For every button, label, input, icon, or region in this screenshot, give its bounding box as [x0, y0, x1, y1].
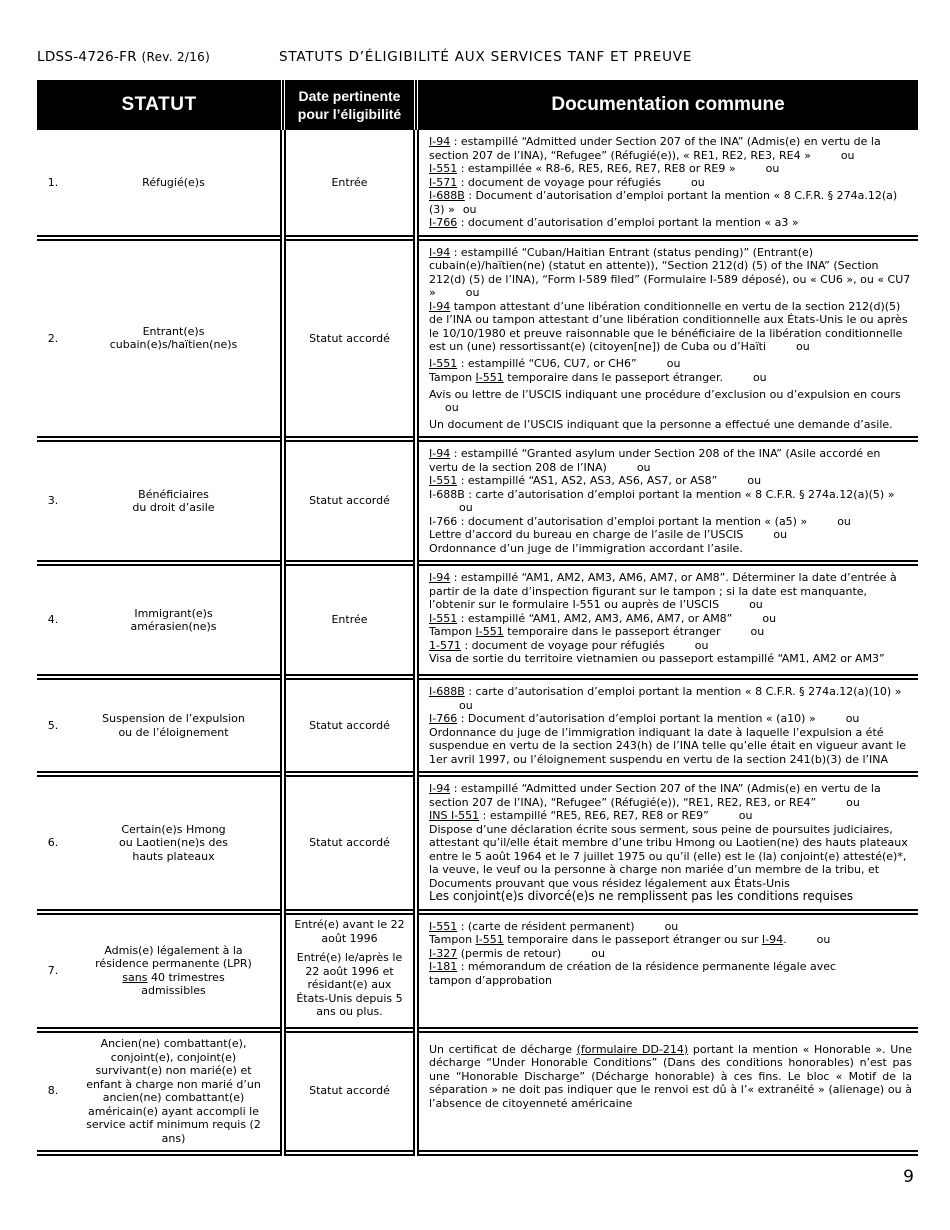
doc-text: Visa de sortie du territoire vietnamien ou passeport estampillé “AM1, AM2 or AM3” — [429, 652, 885, 665]
row-number: 8. — [47, 1084, 59, 1098]
doc-text: : estampillé “CU6, CU7, or CH6” — [457, 356, 637, 370]
ou-conjunction: ou — [762, 611, 777, 625]
doc-item — [429, 625, 912, 639]
doc-item — [429, 571, 912, 612]
date-cell — [283, 912, 416, 1030]
doc-text: : (carte de résident permanent) — [457, 919, 635, 933]
doc-text: : estampillé “Admitted under Section 207 of the INA” (Admis(e) en vertu de la section 207 de l’INA), “Refugee” (Réfugié(e)), « RE1, RE2, RE3, RE4 » — [429, 135, 881, 162]
table-header-row — [37, 80, 918, 130]
doc-text: Documents prouvant que vous résidez légalement aux États-Unis — [429, 876, 790, 890]
doc-text: : document d’autorisation d’emploi portant la mention « a3 » — [457, 216, 799, 229]
ou-conjunction: ou — [591, 946, 605, 960]
ou-conjunction: ou — [636, 460, 651, 474]
ou-conjunction: ou — [796, 340, 810, 353]
status-line: Bénéficiaires — [138, 487, 209, 501]
status-cell — [67, 439, 283, 563]
row-number: 6. — [47, 836, 59, 849]
form-code-link: (formulaire DD-214) — [576, 1042, 689, 1056]
ou-conjunction: ou — [747, 474, 762, 487]
form-code: LDSS-4726-FR — [37, 49, 137, 65]
documentation-cell — [416, 1030, 918, 1153]
status-line: admissibles — [141, 984, 206, 997]
doc-item — [429, 612, 912, 626]
ou-conjunction: ou — [846, 795, 860, 809]
form-code-link: I-94 — [429, 782, 451, 795]
form-code-link: I-551 — [475, 371, 504, 384]
status-cell: Réfugié(e)s — [67, 130, 283, 238]
form-code-link: I-94 — [761, 933, 784, 946]
documentation-cell — [416, 563, 918, 677]
status-line: Suspension de l’expulsion — [102, 712, 245, 725]
ou-conjunction: ou — [749, 598, 763, 611]
doc-item — [429, 371, 912, 385]
documentation-cell — [416, 677, 918, 774]
form-code-link: I-94 — [429, 447, 451, 460]
row-number: 7. — [47, 963, 59, 977]
ou-conjunction: ou — [664, 919, 679, 933]
ou-conjunction: ou — [750, 625, 765, 638]
doc-text: Un document de l’USCIS indiquant que la personne a effectué une demande d’asile. — [429, 417, 893, 431]
doc-item — [429, 418, 912, 432]
doc-item — [429, 726, 912, 767]
header-date-line1: Date pertinente — [298, 88, 401, 104]
form-code-link: I-181 — [429, 960, 458, 973]
form-revision: (Rev. 2/16) — [141, 50, 211, 64]
doc-text: : estampillé “AM1, AM2, AM3, AM6, AM7, or AM8” — [457, 611, 733, 625]
status-line — [73, 971, 274, 985]
table-row — [37, 1030, 918, 1153]
table-row — [37, 563, 918, 677]
header-statut: STATUT — [37, 80, 283, 130]
doc-text: Avis ou lettre de l’USCIS indiquant une procédure d’exclusion ou d’expulsion en cours — [429, 387, 901, 401]
doc-text: : mémorandum de création de la résidence permanente légale avec tampon d’approbation — [429, 960, 837, 987]
date-cell: Statut accordé — [283, 1030, 416, 1153]
ou-conjunction: ou — [765, 162, 780, 175]
date-cell: Entrée — [283, 563, 416, 677]
ou-conjunction: ou — [773, 528, 788, 541]
form-code-link: I-551 — [429, 611, 458, 625]
status-line: résidence permanente (LPR) — [95, 957, 252, 970]
doc-text: portant la mention « Honorable ». Une décharge “Under Honorable Conditions” (Dans des conditions honorables) n’est pas une “Honorable Discharge” (Décharge honorable) à ces fins. Le bloc « Motif de la séparation » ne doit pas indiquer que le renvoi est dû à l’« extranéité » (alienage) ou à l’absence de citoyenneté américaine — [429, 1042, 912, 1110]
documentation-cell — [416, 238, 918, 440]
status-line: ou de l’éloignement — [118, 725, 229, 739]
ou-conjunction: ou — [816, 933, 831, 946]
doc-item — [429, 782, 912, 809]
doc-item — [429, 877, 912, 891]
status-line: Immigrant(e)s — [134, 606, 213, 620]
doc-item — [429, 300, 912, 354]
form-code-link: I-551 — [429, 474, 458, 487]
row-number: 2. — [47, 331, 59, 345]
form-code-link: I-766 — [429, 216, 458, 229]
doc-text: Les conjoint(e)s divorcé(e)s ne remplissent pas les conditions requises — [429, 889, 854, 903]
table-row — [37, 439, 918, 563]
doc-text: Ordonnance d’un juge de l’immigration accordant l’asile. — [429, 541, 743, 555]
doc-text: : estampillé “Admitted under Section 207 of the INA” (Admis(e) en vertu de la section 207 de l’INA), “Refugee” (Réfugié(e)), “RE1, RE2, RE3, or RE4” — [429, 782, 881, 809]
date-cell: Statut accordé — [283, 677, 416, 774]
doc-item — [429, 685, 912, 712]
doc-text: : carte d’autorisation d’emploi portant la mention « 8 C.F.R. § 274a.12(a)(10) » — [464, 685, 902, 698]
doc-text: I-688B : carte d’autorisation d’emploi portant la mention « 8 C.F.R. § 274a.12(a)(5) » — [429, 487, 895, 501]
doc-text: Un certificat de décharge — [429, 1042, 577, 1056]
form-code-link: I-94 — [429, 299, 451, 313]
doc-item — [429, 189, 912, 216]
eligibility-table — [37, 80, 918, 1156]
form-code-link: I-766 — [429, 712, 458, 725]
doc-item — [429, 135, 912, 162]
doc-item — [429, 960, 839, 987]
doc-item — [429, 515, 912, 529]
doc-item — [429, 447, 912, 474]
header-documentation: Documentation commune — [416, 80, 918, 130]
status-text: 40 trimestres — [147, 970, 225, 984]
doc-text: (permis de retour) — [457, 946, 562, 960]
doc-text: : Document d’autorisation d’emploi portant la mention « 8 C.F.R. § 274a.12(a) (3) » — [429, 189, 898, 216]
row-number: 1. — [47, 175, 59, 189]
status-line: Entrant(e)s — [142, 324, 205, 338]
ou-conjunction: ou — [738, 809, 753, 822]
status-line: ou Laotien(ne)s des — [119, 836, 228, 849]
doc-item — [429, 639, 912, 653]
documentation-cell — [416, 912, 918, 1030]
document-title: STATUTS D’ÉLIGIBILITÉ AUX SERVICES TANF ET PREUVE — [279, 49, 693, 65]
page-number: 9 — [903, 1167, 914, 1187]
doc-text: Tampon — [429, 371, 476, 384]
status-cell: Ancien(ne) combattant(e), conjoint(e), conjoint(e) survivant(e) non marié(e) et enfant à charge non marié d’un ancien(ne) combattant(e) américain(e) ayant accompli le service actif minimum requis (2 ans) — [67, 1030, 283, 1153]
row-number: 3. — [47, 494, 59, 508]
form-code-link: I-94 — [429, 245, 451, 259]
doc-item — [429, 176, 912, 190]
doc-text: : estampillé “Cuban/Haitian Entrant (status pending)” (Entrant(e) cubain(e)/haïtien(ne) (statut en attente)), “Section 212(d) (5) of the INA” (Section 212(d) (5) de l’INA), “Form I-589 filed” (Formulaire I-589 déposé), ou « CU6 », ou « CU7 » — [429, 245, 911, 299]
form-code-link: I-327 — [429, 946, 458, 960]
table-row — [37, 238, 918, 440]
doc-text: tampon attestant d’une libération conditionnelle en vertu de la section 212(d)(5) de l’INA ou tampon attestant d’une libération conditionnelle aux États-Unis le ou après le 10/10/1980 et preuve raisonnable que le bénéficiaire de la libération conditionnelle est un (une) ressortissant(e) (citoyen[ne]) de Cuba ou d’Haïti — [429, 299, 908, 353]
status-emphasis: sans — [122, 970, 148, 984]
ou-conjunction: ou — [837, 514, 851, 528]
status-line: hauts plateaux — [132, 849, 215, 863]
doc-item — [429, 652, 912, 666]
status-cell — [67, 912, 283, 1030]
form-code-link: I-94 — [429, 135, 451, 148]
doc-item — [429, 809, 912, 823]
ou-conjunction: ou — [462, 202, 477, 216]
doc-text: . — [783, 933, 787, 946]
date-after: Entré(e) le/après le 22 août 1996 et résidant(e) aux États-Unis depuis 5 ans ou plus. — [296, 951, 403, 1019]
doc-item — [429, 488, 912, 515]
table-row — [37, 677, 918, 774]
doc-item — [429, 542, 912, 556]
form-code-link: INS I-551 — [429, 809, 480, 822]
status-cell — [67, 774, 283, 912]
status-line: Admis(e) légalement à la — [104, 943, 243, 957]
form-code-link: I-551 — [475, 933, 504, 946]
status-line: amérasien(ne)s — [130, 620, 217, 633]
doc-text: : estampillé “AM1, AM2, AM3, AM6, AM7, or AM8”. Déterminer la date d’entrée à partir de la date d’inspection figurant sur le tampon ; si la date est manquante, l’obtenir sur le formulaire I-551 ou auprès de l’USCIS — [429, 571, 897, 611]
form-code-link: I-688B — [429, 189, 465, 202]
doc-text: Tampon — [429, 933, 476, 946]
doc-item — [429, 162, 912, 176]
ou-conjunction: ou — [459, 501, 473, 514]
doc-item — [429, 947, 912, 961]
doc-item — [429, 474, 912, 488]
date-cell: Entrée — [283, 130, 416, 238]
form-code-link: I-551 — [429, 162, 458, 175]
status-cell — [67, 563, 283, 677]
doc-item — [429, 216, 912, 230]
documentation-cell — [416, 439, 918, 563]
doc-text: Dispose d’une déclaration écrite sous serment, sous peine de poursuites judiciaires, attestant qu’il/elle était membre d’une tribu Hmong ou Laotien(ne) des hauts plateaux entre le 5 août 1964 et le 7 juillet 1975 ou qu’il (elle) est le (la) conjoint(e) attesté(e)*, la veuve, le veuf ou la personne à charge non mariée d’un membre de la tribu, et — [429, 822, 908, 876]
doc-item — [429, 528, 912, 542]
ou-conjunction: ou — [459, 698, 473, 712]
status-cell — [67, 677, 283, 774]
doc-text: : estampillé “RE5, RE6, RE7, RE8 or RE9” — [479, 809, 709, 822]
doc-text: Tampon — [429, 625, 476, 638]
form-code-link: I-551 — [429, 919, 458, 933]
status-line: cubain(e)s/haïtien(ne)s — [109, 338, 238, 352]
date-cell: Statut accordé — [283, 439, 416, 563]
status-line: du droit d’asile — [132, 501, 215, 514]
doc-item — [429, 246, 912, 300]
doc-text: : estampillé “AS1, AS2, AS3, AS6, AS7, or AS8” — [457, 474, 718, 487]
form-code-link: I-551 — [475, 625, 504, 638]
form-code-link: I-94 — [429, 571, 451, 584]
date-cell: Statut accordé — [283, 238, 416, 440]
doc-text: temporaire dans le passeport étranger. — [503, 371, 723, 384]
form-code-link: I-688B — [429, 685, 465, 698]
ou-conjunction: ou — [666, 356, 681, 370]
doc-item — [429, 388, 912, 415]
row-number: 5. — [47, 718, 59, 732]
table-row — [37, 130, 918, 238]
date-before: Entré(e) avant le 22 août 1996 — [294, 918, 405, 945]
header-date — [283, 80, 416, 130]
ou-conjunction: ou — [691, 175, 705, 189]
form-identifier — [37, 49, 210, 65]
doc-text: temporaire dans le passeport étranger ou sur — [503, 933, 762, 946]
doc-text: Ordonnance du juge de l’immigration indiquant la date à laquelle l’expulsion a été suspendue en vertu de la section 243(h) de l’INA telle qu’elle était en vigueur avant le 1er avril 1997, ou l’éloignement suspendu en vertu de la section 241(b)(3) de l’INA — [429, 725, 907, 766]
doc-text: : estampillé “Granted asylum under Section 208 of the INA” (Asile accordé en vertu de la section 208 de l’INA) — [429, 447, 881, 474]
doc-item — [429, 933, 912, 947]
status-line: Certain(e)s Hmong — [121, 822, 226, 836]
status-cell — [67, 238, 283, 440]
ou-conjunction: ou — [465, 286, 480, 299]
doc-item — [429, 712, 912, 726]
form-code-link: I-571 — [429, 175, 458, 189]
doc-item — [429, 823, 912, 877]
header-date-line2: pour l’éligibilité — [297, 106, 402, 122]
doc-item — [429, 357, 912, 371]
doc-text: : document de voyage pour réfugiés — [457, 175, 662, 189]
doc-text: : document de voyage pour réfugiés — [460, 638, 665, 652]
ou-conjunction: ou — [845, 712, 860, 725]
doc-item — [429, 890, 912, 904]
table-row — [37, 774, 918, 912]
documentation-cell — [416, 130, 918, 238]
ou-conjunction: ou — [445, 401, 459, 414]
doc-text: temporaire dans le passeport étranger — [503, 625, 721, 638]
table-row — [37, 912, 918, 1030]
ou-conjunction: ou — [752, 371, 767, 384]
ou-conjunction: ou — [840, 148, 855, 162]
doc-text: I-766 : document d’autorisation d’emploi portant la mention « (a5) » — [429, 514, 808, 528]
documentation-cell — [416, 774, 918, 912]
ou-conjunction: ou — [694, 638, 709, 652]
date-cell: Statut accordé — [283, 774, 416, 912]
form-code-link: 1-571 — [429, 638, 461, 652]
doc-text: Lettre d’accord du bureau en charge de l’asile de l’USCIS — [429, 528, 744, 541]
doc-item — [429, 920, 912, 934]
form-code-link: I-551 — [429, 356, 458, 370]
row-number: 4. — [47, 613, 59, 627]
doc-text: : estampillée « R8-6, RE5, RE6, RE7, RE8 or RE9 » — [457, 162, 736, 175]
doc-text: : Document d’autorisation d’emploi portant la mention « (a10) » — [457, 712, 816, 725]
